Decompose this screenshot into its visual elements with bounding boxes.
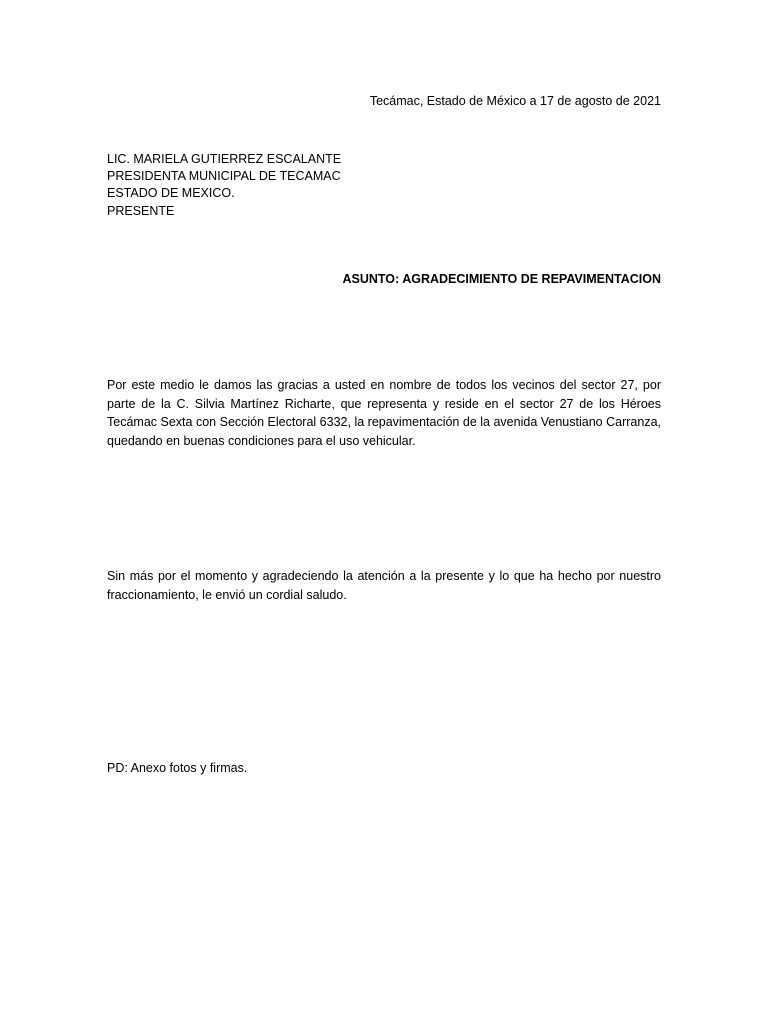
body-paragraph-2 xyxy=(107,567,661,604)
subject-line: ASUNTO: AGRADECIMIENTO DE REPAVIMENTACION xyxy=(342,272,661,286)
paragraph-1-line: parte de la C. Silvia Martínez Richarte, que representa y reside en el sector 27 de los Héroes xyxy=(107,396,661,411)
recipient-name: LIC. MARIELA GUTIERREZ ESCALANTE xyxy=(107,152,342,166)
paragraph-2-line: Sin más por el momento y agradeciendo la atención a la presente y lo que ha hecho por nuestro xyxy=(107,569,661,583)
paragraph-1-line: quedando en buenas condiciones para el uso vehicular. xyxy=(107,433,416,448)
paragraph-2-line: fraccionamiento, le envió un cordial saludo. xyxy=(107,587,347,602)
body-paragraph-1 xyxy=(107,376,661,450)
recipient-title: PRESIDENTA MUNICIPAL DE TECAMAC xyxy=(107,169,341,183)
paragraph-1-line: Tecámac Sexta con Sección Electoral 6332, la repavimentación de la avenida Venustiano Carranza, xyxy=(107,415,661,429)
recipient-presente: PRESENTE xyxy=(107,204,175,218)
postscript: PD: Anexo fotos y firmas. xyxy=(107,761,248,775)
date-line: Tecámac, Estado de México a 17 de agosto de 2021 xyxy=(369,94,661,108)
recipient-state: ESTADO DE MEXICO. xyxy=(107,186,235,200)
paragraph-1-line: Por este medio le damos las gracias a usted en nombre de todos los vecinos del sector 27, por xyxy=(107,378,661,392)
